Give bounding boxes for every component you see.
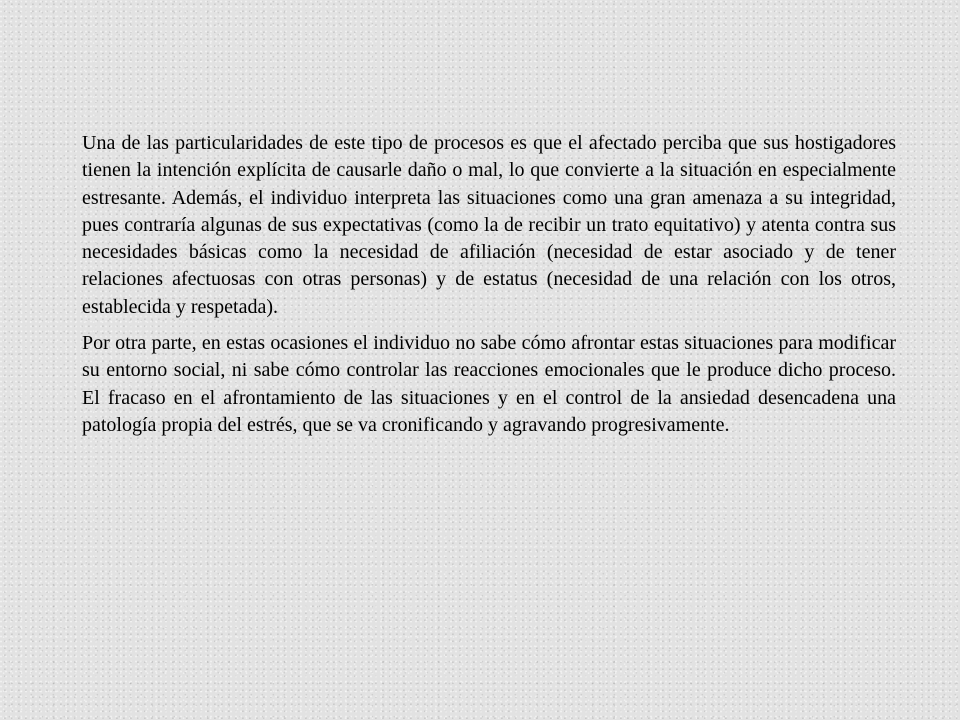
paragraph-2: Por otra parte, en estas ocasiones el individuo no sabe cómo afrontar estas situaciones para modificar su entorno social, ni sabe cómo controlar las reacciones emocionales que le produce dicho proceso. El fracaso en el afrontamiento de las situaciones y en el control de la ansiedad desencadena una patología propia del estrés, que se va cronificando y agravando progresivamente.: [82, 332, 896, 436]
slide-body-text: [82, 130, 896, 448]
paragraph-1: Una de las particularidades de este tipo de procesos es que el afectado perciba que sus hostigadores tienen la intención explícita de causarle daño o mal, lo que convierte a la situación en especialmente estresante. Además, el individuo interpreta las situaciones como una gran amenaza a su integridad, pues contraría algunas de sus expectativas (como la de recibir un trato equitativo) y atenta contra sus necesidades básicas como la necesidad de afiliación (necesidad de estar asociado y de tener relaciones afectuosas con otras personas) y de estatus (necesidad de una relación con los otros, establecida y respetada).: [82, 132, 896, 318]
